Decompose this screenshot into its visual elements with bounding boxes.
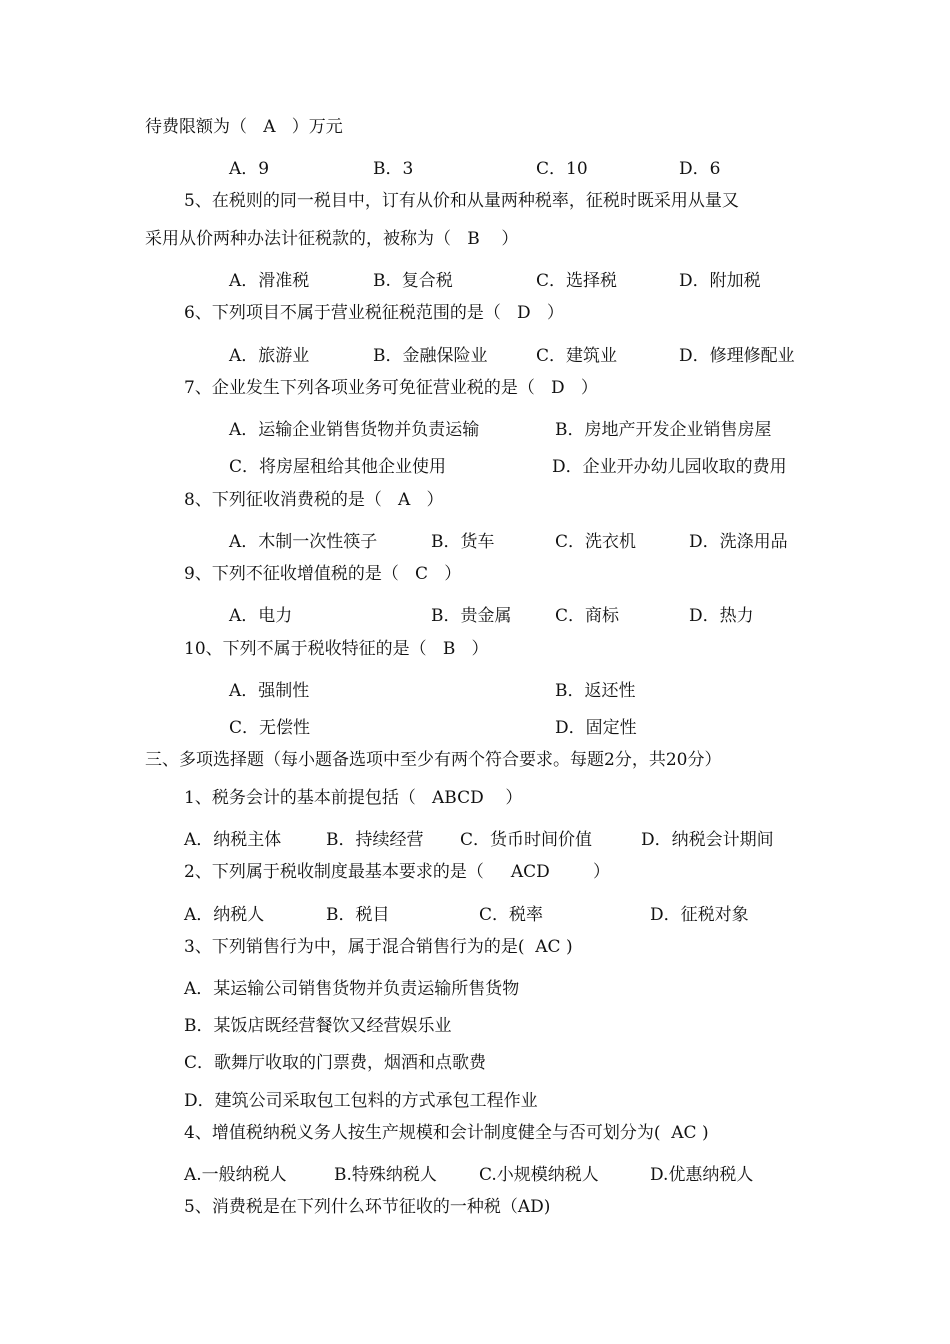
option-b: B．持续经营	[326, 830, 424, 850]
option-b: B. 复合税	[373, 271, 453, 291]
option-b: B．房地产开发企业销售房屋	[555, 420, 772, 440]
option-c: C．建筑业	[536, 346, 618, 366]
option-c: C．10	[536, 159, 588, 179]
multi-question-5: 5、消费税是在下列什么环节征收的一种税（AD)	[184, 1197, 551, 1217]
option-c: C．无偿性	[229, 718, 311, 738]
question-4-tail: 待费限额为（ A ）万元	[145, 117, 343, 137]
option-a: A．纳税人	[184, 905, 265, 925]
option-d: D．热力	[689, 606, 754, 626]
option-d: D．纳税会计期间	[641, 830, 774, 850]
option-b: B．贵金属	[431, 606, 512, 626]
option-c: C.小规模纳税人	[479, 1165, 599, 1185]
option-a: A.一般纳税人	[184, 1165, 287, 1185]
option-a: A．某运输公司销售货物并负责运输所售货物	[184, 979, 520, 999]
option-b: B．税目	[326, 905, 390, 925]
option-d: D．征税对象	[650, 905, 749, 925]
option-c: C．货币时间价值	[460, 830, 593, 850]
option-d: D．洗涤用品	[689, 532, 788, 552]
question-5-line1: 5、在税则的同一税目中，订有从价和从量两种税率，征税时既采用从量又	[184, 191, 739, 211]
question-7: 7、企业发生下列各项业务可免征营业税的是（ D ）	[184, 378, 598, 398]
option-d: D．6	[679, 159, 721, 179]
option-d: D．附加税	[679, 271, 761, 291]
option-a: A．滑准税	[229, 271, 310, 291]
option-c: C．歌舞厅收取的门票费，烟酒和点歌费	[184, 1053, 487, 1073]
option-a: A．纳税主体	[184, 830, 282, 850]
option-a: A．9	[229, 159, 270, 179]
multi-question-4: 4、增值税纳税义务人按生产规模和会计制度健全与否可划分为( AC )	[184, 1123, 709, 1143]
option-a: A．木制一次性筷子	[229, 532, 378, 552]
option-c: C．将房屋租给其他企业使用	[229, 457, 447, 477]
question-9: 9、下列不征收增值税的是（ C ）	[184, 564, 462, 584]
question-5-line2: 采用从价两种办法计征税款的，被称为（ B ）	[145, 229, 519, 249]
option-d: D．建筑公司采取包工包料的方式承包工程作业	[184, 1091, 538, 1111]
option-b: B．某饭店既经营餐饮又经营娱乐业	[184, 1016, 452, 1036]
option-b: B．返还性	[555, 681, 636, 701]
option-a: A．强制性	[229, 681, 310, 701]
question-8: 8、下列征收消费税的是（ A ）	[184, 490, 444, 510]
option-d: D．企业开办幼儿园收取的费用	[552, 457, 787, 477]
multi-question-2: 2、下列属于税收制度最基本要求的是（ ACD ）	[184, 862, 610, 882]
option-b: B．3	[373, 159, 414, 179]
option-b: B.特殊纳税人	[334, 1165, 437, 1185]
option-c: C．税率	[479, 905, 544, 925]
option-a: A．运输企业销售货物并负责运输	[229, 420, 480, 440]
multi-question-3: 3、下列销售行为中，属于混合销售行为的是( AC )	[184, 937, 573, 957]
option-c: C．洗衣机	[555, 532, 637, 552]
option-c: C．商标	[555, 606, 620, 626]
option-b: B．货车	[431, 532, 495, 552]
multi-question-1: 1、税务会计的基本前提包括（ ABCD ）	[184, 788, 523, 808]
question-10: 10、下列不属于税收特征的是（ B ）	[184, 639, 489, 659]
option-a: A．电力	[229, 606, 293, 626]
option-d: D.优惠纳税人	[650, 1165, 754, 1185]
section-3-heading: 三、多项选择题（每小题备选项中至少有两个符合要求。每题2分，共20分）	[145, 750, 722, 770]
option-c: C．选择税	[536, 271, 618, 291]
option-b: B．金融保险业	[373, 346, 488, 366]
option-a: A．旅游业	[229, 346, 310, 366]
option-d: D．修理修配业	[679, 346, 795, 366]
option-d: D．固定性	[555, 718, 637, 738]
question-6: 6、下列项目不属于营业税征税范围的是（ D ）	[184, 303, 564, 323]
